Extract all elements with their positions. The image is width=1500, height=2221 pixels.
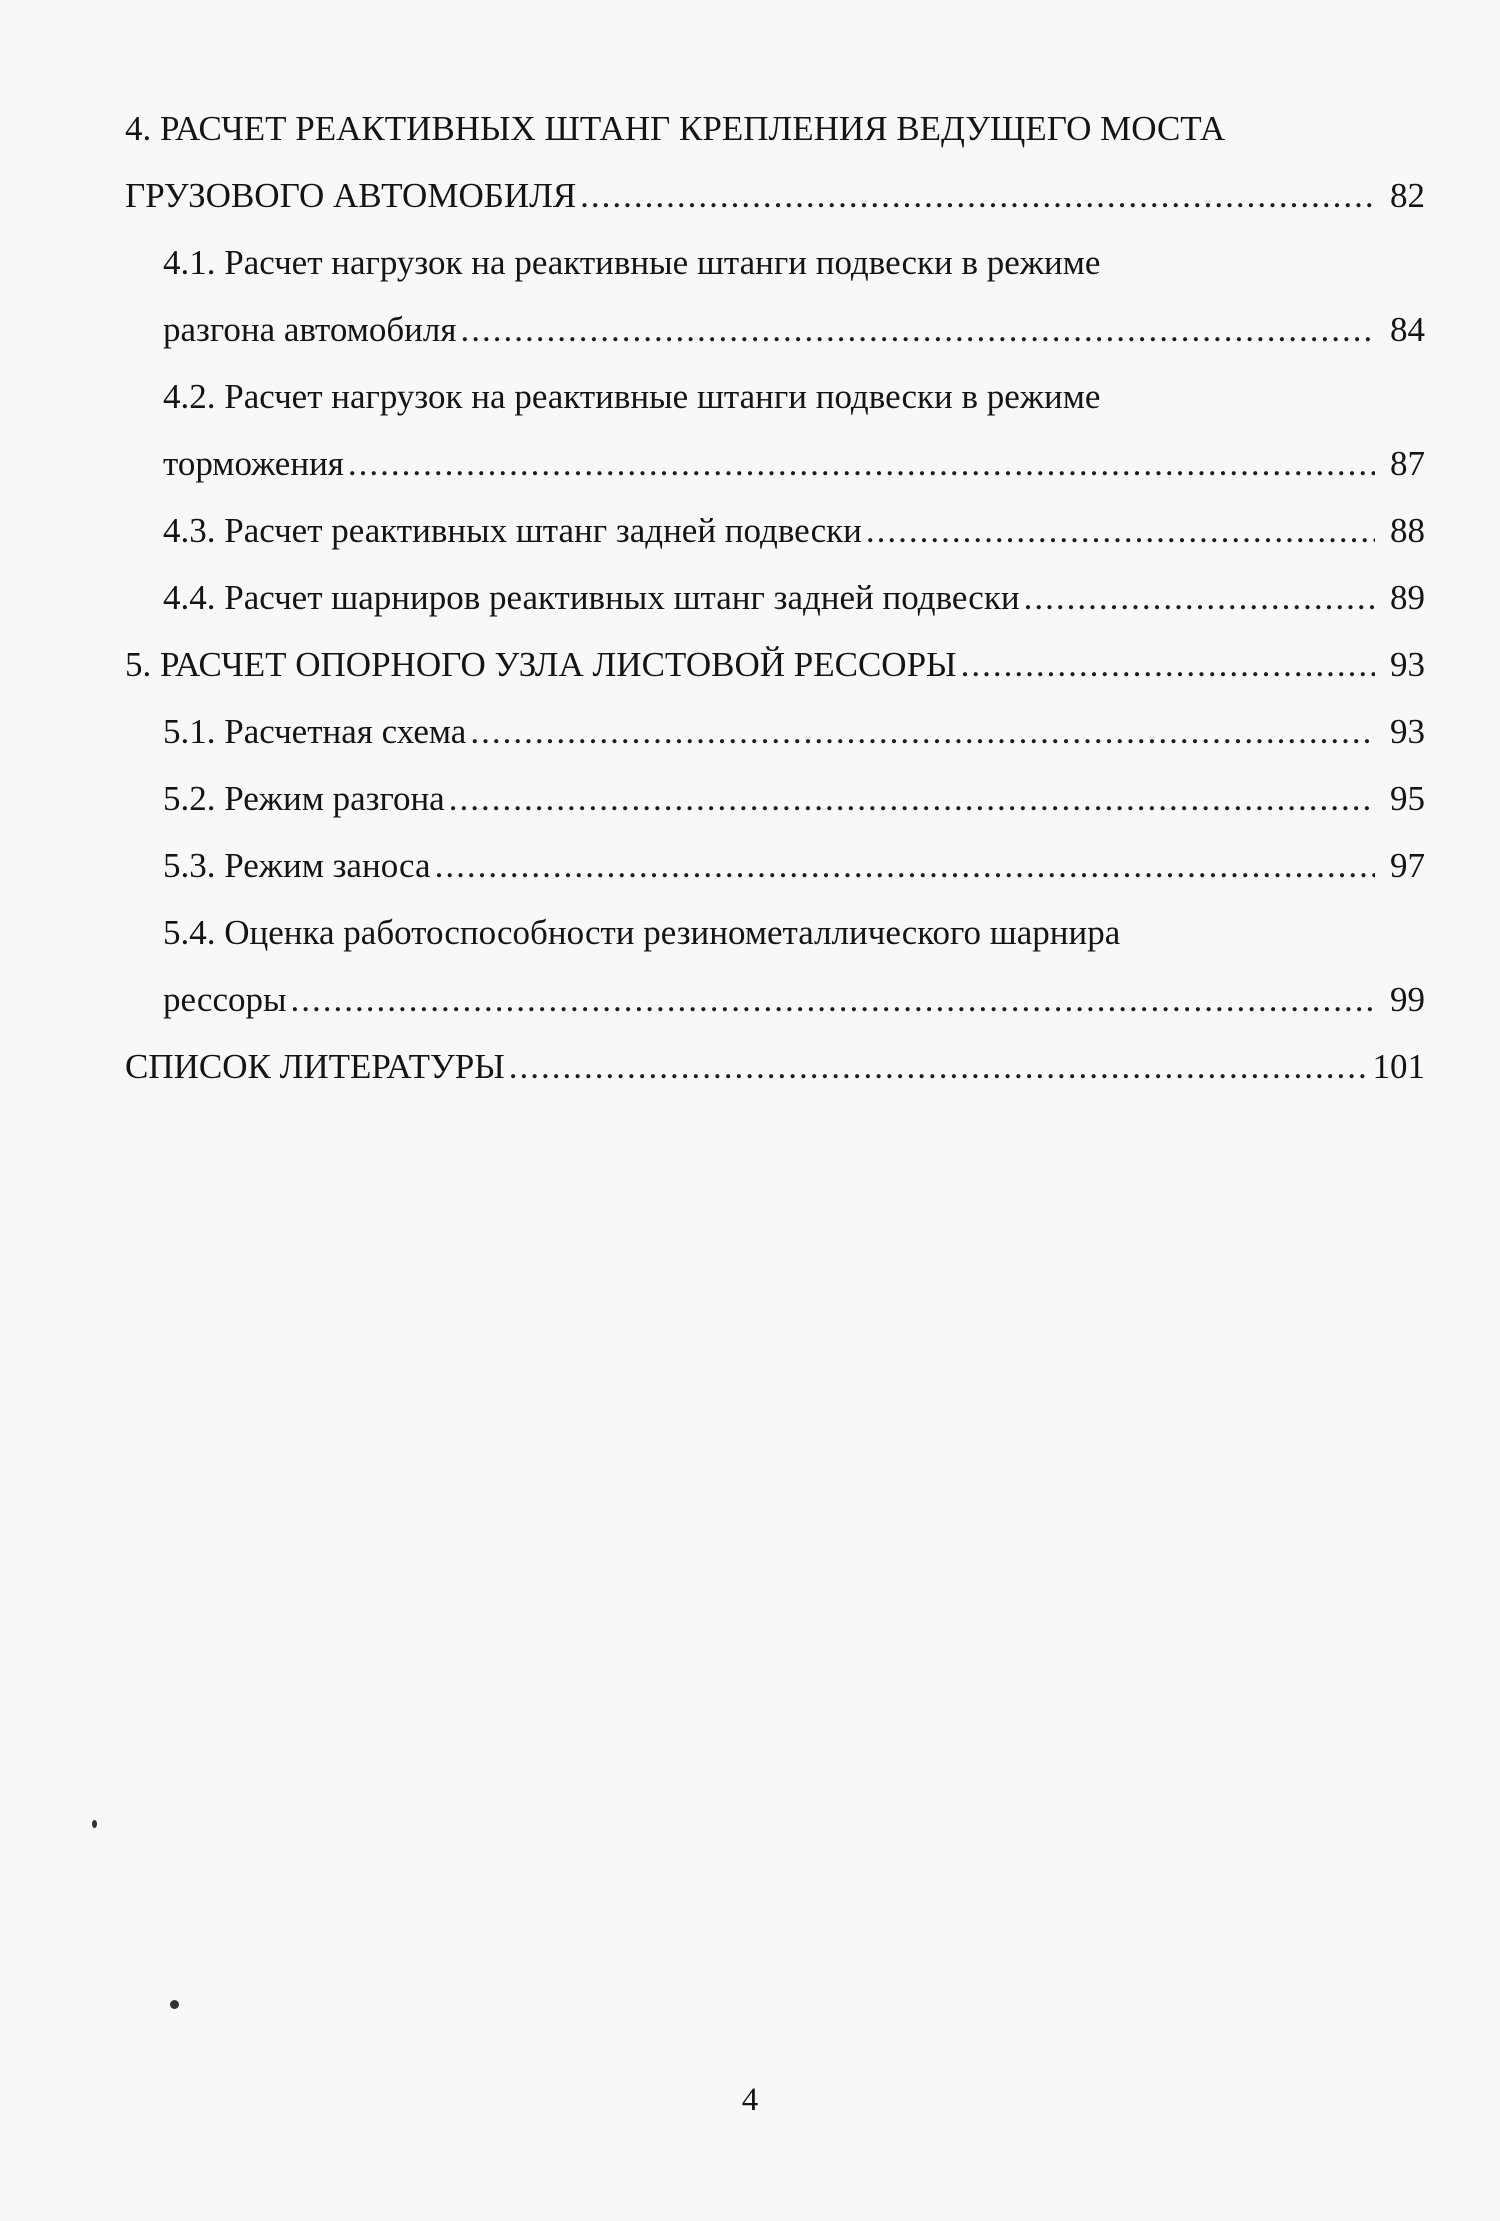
toc-entry-5-4-line2 xyxy=(125,966,1425,1033)
toc-entry-references xyxy=(125,1033,1425,1100)
toc-entry-text: 5.1. Расчетная схема xyxy=(163,712,467,751)
toc-page-number: 93 xyxy=(1390,712,1425,751)
dot-leader xyxy=(470,698,1375,765)
dot-leader xyxy=(460,296,1375,363)
toc-entry-4-3 xyxy=(125,497,1425,564)
toc-entry-text: торможения xyxy=(163,444,344,483)
toc-entry-4-2-line2 xyxy=(125,430,1425,497)
toc-entry-4-2-line1 xyxy=(125,363,1425,430)
dot-leader xyxy=(961,631,1375,698)
toc-entry-text: 5.4. Оценка работоспособности резинометаллического шарнира xyxy=(163,913,1121,952)
toc-page-number: 101 xyxy=(1372,1047,1425,1086)
dot-leader xyxy=(866,497,1375,564)
toc-entry-4-1-line1 xyxy=(125,229,1425,296)
scan-speck xyxy=(92,1820,97,1828)
toc-entry-4-4 xyxy=(125,564,1425,631)
toc-page-number: 93 xyxy=(1390,645,1425,684)
dot-leader xyxy=(435,832,1375,899)
toc-entry-4-1-line2 xyxy=(125,296,1425,363)
toc-entry-5 xyxy=(125,631,1425,698)
page-number: 4 xyxy=(741,2082,759,2118)
toc-entry-text: 4.4. Расчет шарниров реактивных штанг задней подвески xyxy=(163,578,1020,617)
toc-page-number: 99 xyxy=(1390,980,1425,1019)
toc-page-number: 87 xyxy=(1390,444,1425,483)
dot-leader xyxy=(291,966,1376,1033)
dot-leader xyxy=(449,765,1375,832)
dot-leader xyxy=(580,162,1375,229)
dot-leader xyxy=(348,430,1375,497)
toc-entry-text: 4.2. Расчет нагрузок на реактивные штанги подвески в режиме xyxy=(163,377,1101,416)
toc-page-number: 84 xyxy=(1390,310,1425,349)
table-of-contents xyxy=(125,95,1425,1100)
toc-entry-text: рессоры xyxy=(163,980,287,1019)
toc-entry-text: 5. РАСЧЕТ ОПОРНОГО УЗЛА ЛИСТОВОЙ РЕССОРЫ xyxy=(125,645,957,684)
dot-leader xyxy=(1024,564,1375,631)
toc-page-number: 89 xyxy=(1390,578,1425,617)
toc-page-number: 97 xyxy=(1390,846,1425,885)
toc-page-number: 88 xyxy=(1390,511,1425,550)
toc-page-number: 95 xyxy=(1390,779,1425,818)
toc-entry-5-3 xyxy=(125,832,1425,899)
toc-entry-text: 4. РАСЧЕТ РЕАКТИВНЫХ ШТАНГ КРЕПЛЕНИЯ ВЕДУЩЕГО МОСТА xyxy=(125,109,1226,148)
dot-leader xyxy=(509,1033,1369,1100)
toc-entry-text: 5.2. Режим разгона xyxy=(163,779,445,818)
toc-entry-text: разгона автомобиля xyxy=(163,310,457,349)
scan-speck xyxy=(170,2000,179,2009)
toc-entry-text: 5.3. Режим заноса xyxy=(163,846,431,885)
toc-entry-text: ГРУЗОВОГО АВТОМОБИЛЯ xyxy=(125,176,577,215)
toc-entry-text: СПИСОК ЛИТЕРАТУРЫ xyxy=(125,1047,505,1086)
toc-page-number: 82 xyxy=(1390,176,1425,215)
toc-entry-4-title-line1 xyxy=(125,95,1425,162)
toc-entry-text: 4.1. Расчет нагрузок на реактивные штанги подвески в режиме xyxy=(163,243,1101,282)
toc-entry-4-title-line2 xyxy=(125,162,1425,229)
toc-entry-text: 4.3. Расчет реактивных штанг задней подвески xyxy=(163,511,862,550)
toc-entry-5-2 xyxy=(125,765,1425,832)
toc-entry-5-1 xyxy=(125,698,1425,765)
toc-entry-5-4-line1 xyxy=(125,899,1425,966)
